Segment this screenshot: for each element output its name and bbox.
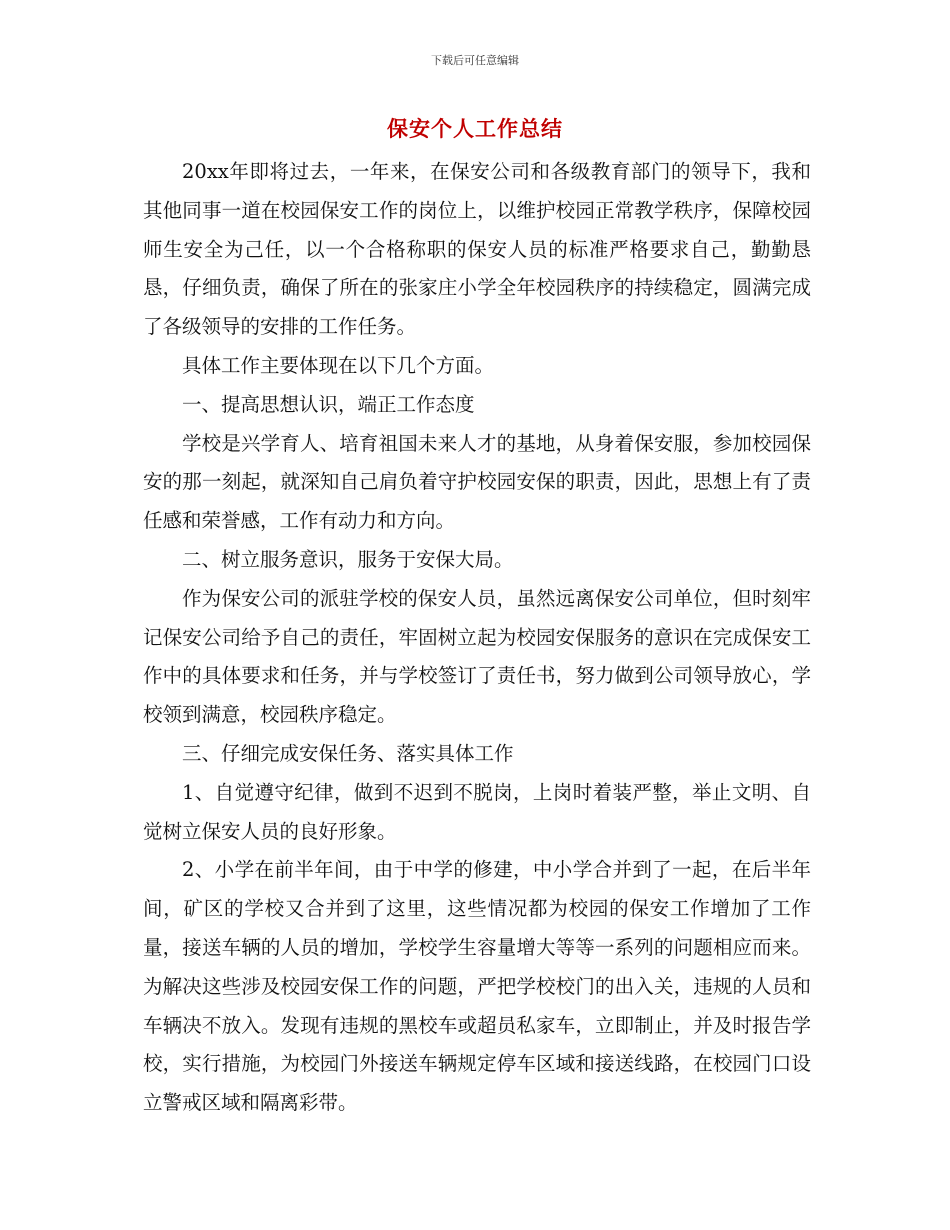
paragraph: 作为保安公司的派驻学校的保安人员，虽然远离保安公司单位，但时刻牢记保安公司给予自己的责任，牢固树立起为校园安保服务的意识在完成保安工作中的具体要求和任务，并与学校签订了责任书，努力做到公司领导放心，学校领到满意，校园秩序稳定。: [143, 586, 811, 727]
paragraph: 1、自觉遵守纪律，做到不迟到不脱岗，上岗时着装严整，举止文明、自觉树立保安人员的良好形象。: [143, 780, 811, 843]
document-title: 保安个人工作总结: [387, 116, 563, 141]
section-heading: 一、提高思想认识，端正工作态度: [182, 392, 475, 416]
header-note: 下载后可任意编辑: [431, 54, 519, 67]
section-heading: 三、仔细完成安保任务、落实具体工作: [182, 741, 514, 765]
document-body: [143, 153, 811, 1123]
section-heading: 二、树立服务意识，服务于安保大局。: [182, 547, 514, 571]
paragraph: 学校是兴学育人、培育祖国未来人才的基地，从身着保安服，参加校园保安的那一刻起，就深知自己肩负着守护校园安保的职责，因此，思想上有了责任感和荣誉感，工作有动力和方向。: [143, 431, 811, 533]
paragraph: 2、小学在前半年间，由于中学的修建，中小学合并到了一起，在后半年间，矿区的学校又合并到了这里，这些情况都为校园的保安工作增加了工作量，接送车辆的人员的增加，学校学生容量增大等等一系列的问题相应而来。为解决这些涉及校园安保工作的问题，严把学校校门的出入关，违规的人员和车辆决不放入。发现有违规的黑校车或超员私家车，立即制止，并及时报告学校，实行措施，为校园门外接送车辆规定停车区域和接送线路，在校园门口设立警戒区域和隔离彩带。: [143, 858, 811, 1115]
paragraph: 具体工作主要体现在以下几个方面。: [182, 353, 495, 377]
paragraph: 20xx年即将过去，一年来，在保安公司和各级教育部门的领导下，我和其他同事一道在校园保安工作的岗位上，以维护校园正常教学秩序，保障校园师生安全为己任，以一个合格称职的保安人员的标准严格要求自己，勤勤恳恳，仔细负责，确保了所在的张家庄小学全年校园秩序的持续稳定，圆满完成了各级领导的安排的工作任务。: [143, 160, 811, 339]
